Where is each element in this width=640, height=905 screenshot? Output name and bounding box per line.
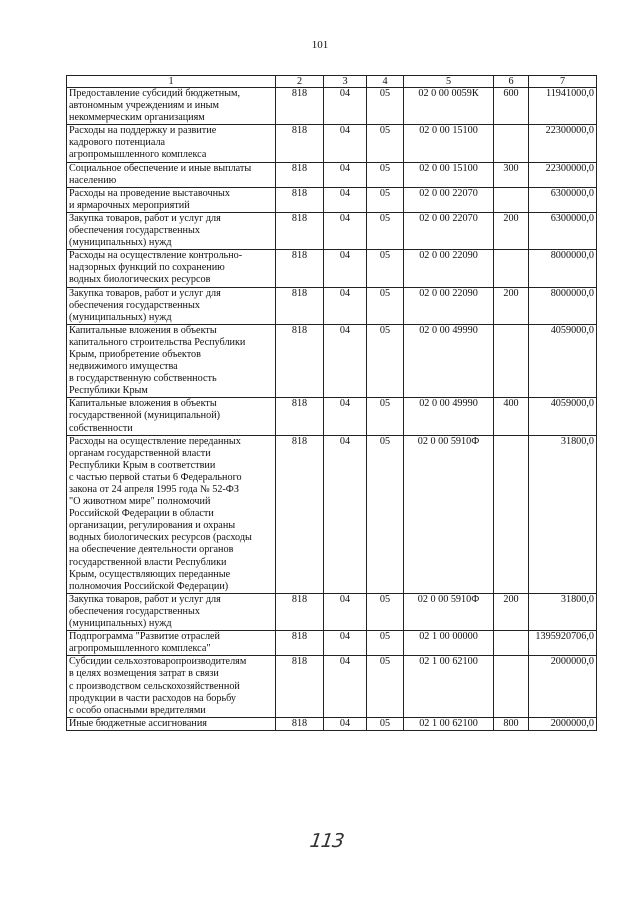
- row-code-6: 400: [494, 398, 529, 435]
- row-code-6: 300: [494, 162, 529, 187]
- header-row: [67, 76, 597, 88]
- table-row: [67, 250, 597, 287]
- row-code-3: 04: [324, 88, 367, 125]
- row-code-2: 818: [276, 250, 324, 287]
- row-code-5: 02 0 00 22070: [404, 187, 494, 212]
- row-name: Иные бюджетные ассигнования: [67, 717, 276, 730]
- row-name: Подпрограмма "Развитие отраслей агропромышленного комплекса": [67, 631, 276, 656]
- row-code-5: 02 0 00 22070: [404, 212, 494, 249]
- row-code-2: 818: [276, 162, 324, 187]
- table-row: [67, 187, 597, 212]
- row-name: Расходы на осуществление переданных органам государственной власти Республики Крым в соответствии с частью первой статьи 6 Федерального закона от 24 апреля 1995 года № 52-ФЗ "О животном мире" полномочий Российской Федерации в области организации, регулирования и охраны водных биологических ресурсов (расходы на обеспечение деятельности органов государственной власти Республики Крым, осуществляющих переданные полномочия Российской Федерации): [67, 435, 276, 593]
- table-row: [67, 631, 597, 656]
- column-header-2: 2: [276, 76, 324, 88]
- row-code-5: 02 0 00 15100: [404, 125, 494, 162]
- row-name: Капитальные вложения в объекты капитального строительства Республики Крым, приобретение объектов недвижимого имущества в государственную собственность Республики Крым: [67, 324, 276, 398]
- row-code-6: [494, 324, 529, 398]
- row-code-2: 818: [276, 435, 324, 593]
- row-code-2: 818: [276, 212, 324, 249]
- row-code-3: 04: [324, 324, 367, 398]
- row-code-2: 818: [276, 593, 324, 630]
- row-code-4: 05: [367, 187, 404, 212]
- table-body: [67, 88, 597, 731]
- row-code-3: 04: [324, 212, 367, 249]
- row-code-4: 05: [367, 88, 404, 125]
- row-code-2: 818: [276, 398, 324, 435]
- row-code-5: 02 0 00 49990: [404, 398, 494, 435]
- row-amount: 2000000,0: [529, 717, 597, 730]
- row-amount: 2000000,0: [529, 656, 597, 717]
- row-code-6: 200: [494, 287, 529, 324]
- row-code-6: [494, 435, 529, 593]
- row-code-4: 05: [367, 631, 404, 656]
- table-row: [67, 125, 597, 162]
- table-row: [67, 717, 597, 730]
- table-row: [67, 656, 597, 717]
- row-code-5: 02 0 00 15100: [404, 162, 494, 187]
- row-amount: 8000000,0: [529, 287, 597, 324]
- row-code-4: 05: [367, 324, 404, 398]
- row-code-6: 800: [494, 717, 529, 730]
- row-name: Расходы на осуществление контрольно- надзорных функций по сохранению водных биологических ресурсов: [67, 250, 276, 287]
- row-name: Закупка товаров, работ и услуг для обеспечения государственных (муниципальных) нужд: [67, 287, 276, 324]
- row-code-6: [494, 125, 529, 162]
- row-code-3: 04: [324, 125, 367, 162]
- row-code-6: [494, 250, 529, 287]
- row-name: Расходы на поддержку и развитие кадрового потенциала агропромышленного комплекса: [67, 125, 276, 162]
- row-name: Закупка товаров, работ и услуг для обеспечения государственных (муниципальных) нужд: [67, 212, 276, 249]
- table-row: [67, 212, 597, 249]
- row-name: Предоставление субсидий бюджетным, автономным учреждениям и иным некоммерческим организациям: [67, 88, 276, 125]
- row-code-2: 818: [276, 187, 324, 212]
- row-code-4: 05: [367, 656, 404, 717]
- row-code-2: 818: [276, 324, 324, 398]
- row-code-5: 02 0 00 22090: [404, 250, 494, 287]
- row-amount: 22300000,0: [529, 125, 597, 162]
- row-code-3: 04: [324, 287, 367, 324]
- row-code-5: 02 0 00 5910Ф: [404, 435, 494, 593]
- row-code-6: [494, 187, 529, 212]
- row-amount: 31800,0: [529, 593, 597, 630]
- row-amount: 4059000,0: [529, 324, 597, 398]
- row-amount: 11941000,0: [529, 88, 597, 125]
- row-code-3: 04: [324, 250, 367, 287]
- table-row: [67, 398, 597, 435]
- row-amount: 4059000,0: [529, 398, 597, 435]
- row-name: Капитальные вложения в объекты государственной (муниципальной) собственности: [67, 398, 276, 435]
- row-code-3: 04: [324, 593, 367, 630]
- row-amount: 8000000,0: [529, 250, 597, 287]
- row-code-2: 818: [276, 287, 324, 324]
- row-code-4: 05: [367, 435, 404, 593]
- row-code-4: 05: [367, 162, 404, 187]
- row-code-2: 818: [276, 717, 324, 730]
- row-code-3: 04: [324, 435, 367, 593]
- page-number: 101: [311, 39, 329, 51]
- column-header-4: 4: [367, 76, 404, 88]
- row-code-5: 02 0 00 49990: [404, 324, 494, 398]
- row-code-5: 02 1 00 62100: [404, 656, 494, 717]
- handwritten-page-mark: 113: [308, 830, 345, 852]
- row-code-4: 05: [367, 717, 404, 730]
- row-name: Социальное обеспечение и иные выплаты населению: [67, 162, 276, 187]
- row-amount: 1395920706,0: [529, 631, 597, 656]
- row-amount: 6300000,0: [529, 187, 597, 212]
- row-code-5: 02 0 00 0059К: [404, 88, 494, 125]
- row-code-2: 818: [276, 88, 324, 125]
- row-code-3: 04: [324, 398, 367, 435]
- row-code-3: 04: [324, 162, 367, 187]
- row-amount: 22300000,0: [529, 162, 597, 187]
- table-row: [67, 435, 597, 593]
- row-code-3: 04: [324, 631, 367, 656]
- row-code-5: 02 1 00 62100: [404, 717, 494, 730]
- column-header-3: 3: [324, 76, 367, 88]
- table-row: [67, 593, 597, 630]
- row-name: Субсидии сельхозтоваропроизводителям в целях возмещения затрат в связи с производством сельскохозяйственной продукции в части расходов на борьбу с особо опасными вредителями: [67, 656, 276, 717]
- row-name: Закупка товаров, работ и услуг для обеспечения государственных (муниципальных) нужд: [67, 593, 276, 630]
- row-code-6: 600: [494, 88, 529, 125]
- row-code-6: [494, 656, 529, 717]
- table-row: [67, 324, 597, 398]
- column-header-5: 5: [404, 76, 494, 88]
- row-code-4: 05: [367, 250, 404, 287]
- row-code-4: 05: [367, 593, 404, 630]
- row-amount: 31800,0: [529, 435, 597, 593]
- column-header-7: 7: [529, 76, 597, 88]
- row-code-4: 05: [367, 287, 404, 324]
- row-code-6: [494, 631, 529, 656]
- row-code-5: 02 0 00 5910Ф: [404, 593, 494, 630]
- row-amount: 6300000,0: [529, 212, 597, 249]
- budget-table: [66, 75, 597, 731]
- row-code-4: 05: [367, 125, 404, 162]
- row-name: Расходы на проведение выставочных и ярмарочных мероприятий: [67, 187, 276, 212]
- row-code-2: 818: [276, 656, 324, 717]
- row-code-3: 04: [324, 187, 367, 212]
- row-code-4: 05: [367, 212, 404, 249]
- table-row: [67, 162, 597, 187]
- row-code-6: 200: [494, 212, 529, 249]
- row-code-2: 818: [276, 631, 324, 656]
- table-row: [67, 287, 597, 324]
- row-code-6: 200: [494, 593, 529, 630]
- row-code-4: 05: [367, 398, 404, 435]
- table-row: [67, 88, 597, 125]
- row-code-3: 04: [324, 656, 367, 717]
- row-code-3: 04: [324, 717, 367, 730]
- row-code-2: 818: [276, 125, 324, 162]
- row-code-5: 02 0 00 22090: [404, 287, 494, 324]
- column-header-1: 1: [67, 76, 276, 88]
- column-header-6: 6: [494, 76, 529, 88]
- row-code-5: 02 1 00 00000: [404, 631, 494, 656]
